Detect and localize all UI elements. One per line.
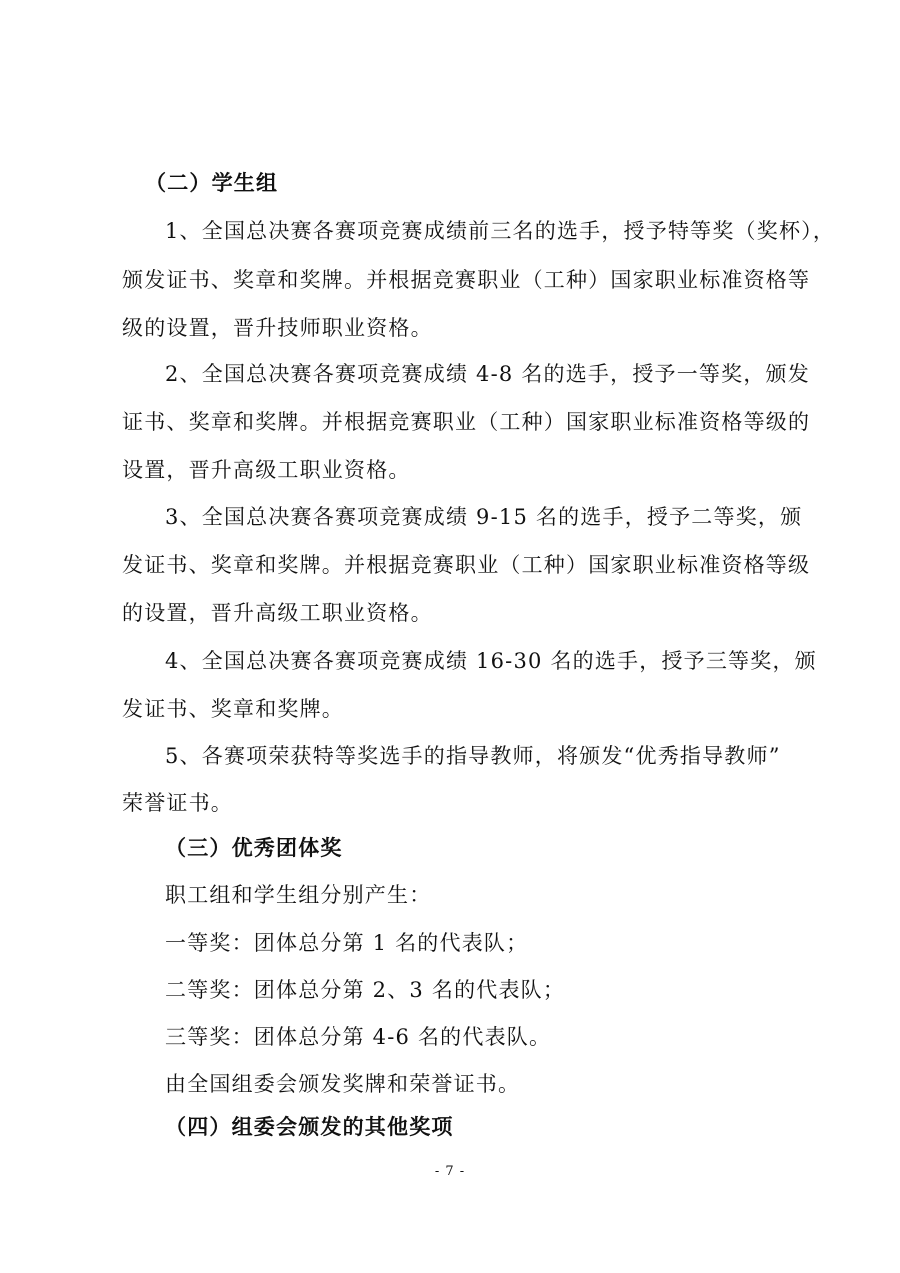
paragraph-line: 二等奖：团体总分第 2、3 名的代表队；	[165, 978, 566, 1002]
paragraph-line: 设置，晋升高级工职业资格。	[122, 458, 411, 482]
paragraph-line: 1、全国总决赛各赛项竞赛成绩前三名的选手，授予特等奖（奖杯），	[165, 219, 836, 243]
paragraph-line: 发证书、奖章和奖牌。	[122, 697, 344, 721]
paragraph-line: 由全国组委会颁发奖牌和荣誉证书。	[165, 1072, 521, 1096]
paragraph-line: 3、全国总决赛各赛项竞赛成绩 9-15 名的选手，授予二等奖，颁	[165, 505, 803, 529]
paragraph-line: 一等奖：团体总分第 1 名的代表队；	[165, 931, 529, 955]
paragraph-line: 颁发证书、奖章和奖牌。并根据竞赛职业（工种）国家职业标准资格等	[122, 268, 811, 292]
section-heading-team-award: （三）优秀团体奖	[165, 835, 343, 860]
page-number: - 7 -	[434, 1164, 466, 1179]
paragraph-line: 发证书、奖章和奖牌。并根据竞赛职业（工种）国家职业标准资格等级	[122, 553, 811, 577]
paragraph-line: 4、全国总决赛各赛项竞赛成绩 16-30 名的选手，授予三等奖，颁	[165, 649, 817, 673]
section-heading-student-group: （二）学生组	[145, 170, 279, 195]
paragraph-line: 2、全国总决赛各赛项竞赛成绩 4-8 名的选手，授予一等奖，颁发	[165, 362, 810, 386]
section-heading-other-awards: （四）组委会颁发的其他奖项	[165, 1114, 454, 1139]
paragraph-line: 荣誉证书。	[122, 791, 233, 815]
paragraph-line: 5、各赛项荣获特等奖选手的指导教师，将颁发“优秀指导教师”	[165, 744, 781, 768]
paragraph-line: 证书、奖章和奖牌。并根据竞赛职业（工种）国家职业标准资格等级的	[122, 410, 811, 434]
paragraph-line: 三等奖：团体总分第 4-6 名的代表队。	[165, 1025, 552, 1049]
paragraph-line: 职工组和学生组分别产生：	[165, 883, 432, 907]
paragraph-line: 级的设置，晋升技师职业资格。	[122, 316, 433, 340]
paragraph-line: 的设置，晋升高级工职业资格。	[122, 601, 433, 625]
